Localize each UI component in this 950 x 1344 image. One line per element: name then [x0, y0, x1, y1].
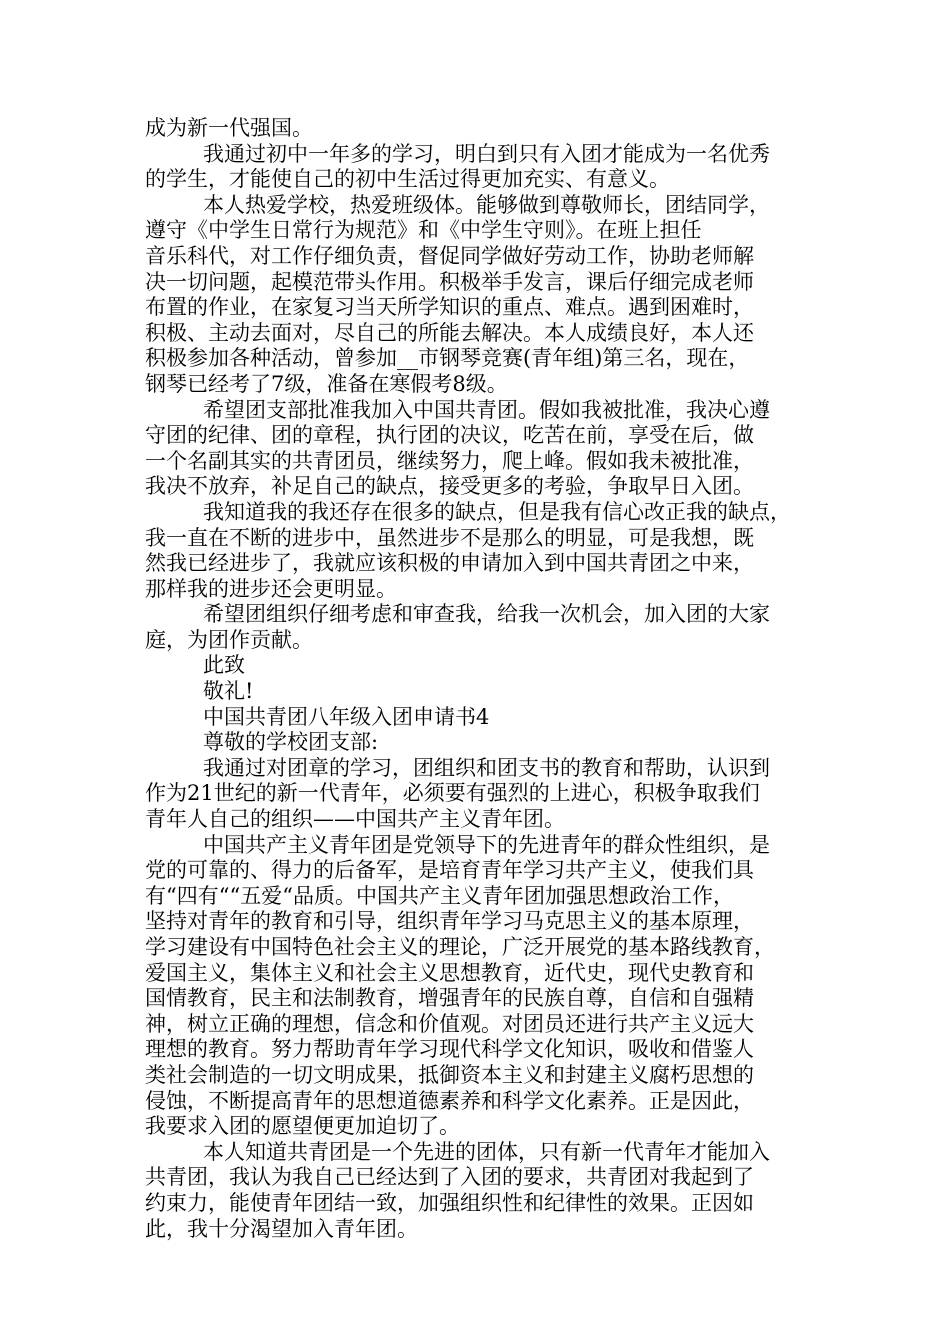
text-line: 然我已经进步了，我就应该积极的申请加入到中国共青团之中来，: [145, 551, 754, 576]
text-line: 我知道我的我还存在很多的缺点，但是我有信心改正我的缺点，: [203, 499, 791, 524]
text-line: 那样我的进步还会更明显。: [145, 576, 397, 601]
text-line: 庭，为团作贡献。: [145, 627, 313, 652]
text-line: 一个名副其实的共青团员，继续努力，爬上峰。假如我未被批准，: [145, 448, 754, 473]
text-line: 积极、主动去面对，尽自己的所能去解决。本人成绩良好，本人还: [145, 320, 754, 345]
text-line: 侵蚀，不断提高青年的思想道德素养和科学文化素养。正是因此，: [145, 1088, 754, 1113]
text-line: 敬礼!: [203, 679, 254, 704]
text-line: 共青团，我认为我自己已经达到了入团的要求，共青团对我起到了: [145, 1165, 754, 1190]
text-line: 本人知道共青团是一个先进的团体，只有新一代青年才能加入: [203, 1139, 770, 1164]
text-line: 此，我十分渴望加入青年团。: [145, 1216, 418, 1241]
text-line: 的学生，才能使自己的初中生活过得更加充实、有意义。: [145, 167, 670, 192]
text-line: 积极参加各种活动，曾参加__市钢琴竞赛(青年组)第三名，现在，: [145, 346, 750, 371]
text-line: 成为新一代强国。: [145, 116, 313, 140]
text-line: 理想的教育。努力帮助青年学习现代科学文化知识，吸收和借鉴人: [145, 1037, 754, 1062]
text-line: 尊敬的学校团支部:: [203, 730, 379, 755]
text-line: 我决不放弃，补足自己的缺点，接受更多的考验，争取早日入团。: [145, 474, 754, 499]
text-line: 神，树立正确的理想，信念和价值观。对团员还进行共产主义远大: [145, 1011, 754, 1036]
text-line: 钢琴已经考了7级，准备在寒假考8级。: [145, 371, 508, 396]
text-line: 守团的纪律、团的章程，执行团的决议，吃苦在前，享受在后，做: [145, 423, 754, 448]
text-line: 坚持对青年的教育和引导，组织青年学习马克思主义的基本原理，: [145, 909, 754, 934]
text-line: 爱国主义，集体主义和社会主义思想教育，近代史，现代史教育和: [145, 960, 754, 985]
text-line: 作为21世纪的新一代青年，必须要有强烈的上进心，积极争取我们: [145, 781, 760, 806]
text-line: 有“四有““五爱“品质。中国共产主义青年团加强思想政治工作，: [145, 883, 734, 908]
text-line: 音乐科代，对工作仔细负责，督促同学做好劳动工作，协助老师解: [145, 243, 754, 268]
text-line: 遵守《中学生日常行为规范》和《中学生守则》。在班上担任: [145, 218, 702, 243]
text-line: 希望团支部批准我加入中国共青团。假如我被批准，我决心遵: [203, 397, 770, 422]
text-line: 中国共产主义青年团是党领导下的先进青年的群众性组织，是: [203, 832, 770, 857]
text-line: 我通过初中一年多的学习，明白到只有入团才能成为一名优秀: [203, 141, 770, 166]
text-line: 布置的作业，在家复习当天所学知识的重点、难点。遇到困难时，: [145, 295, 754, 320]
text-line: 学习建设有中国特色社会主义的理论，广泛开展党的基本路线教育，: [145, 935, 775, 959]
text-line: 决一切问题，起模范带头作用。积极举手发言，课后仔细完成老师: [145, 269, 754, 294]
document-body: [145, 116, 813, 1242]
text-line: 青年人自己的组织——中国共产主义青年团。: [145, 807, 565, 832]
text-line: 中国共青团八年级入团申请书4: [203, 704, 490, 729]
text-line: 约束力，能使青年团结一致，加强组织性和纪律性的效果。正因如: [145, 1190, 754, 1215]
text-line: 此致: [203, 653, 245, 678]
text-line: 本人热爱学校，热爱班级体。能够做到尊敬师长，团结同学，: [203, 192, 770, 217]
text-line: 国情教育，民主和法制教育，增强青年的民族自尊，自信和自强精: [145, 986, 754, 1011]
text-line: 党的可靠的、得力的后备军，是培育青年学习共产主义，使我们具: [145, 858, 754, 883]
text-line: 我一直在不断的进步中，虽然进步不是那么的明显，可是我想，既: [145, 525, 754, 550]
text-line: 类社会制造的一切文明成果，抵御资本主义和封建主义腐朽思想的: [145, 1062, 754, 1087]
text-line: 希望团组织仔细考虑和审查我，给我一次机会，加入团的大家: [203, 602, 770, 627]
text-line: 我要求入团的愿望便更加迫切了。: [145, 1114, 460, 1139]
text-line: 我通过对团章的学习，团组织和团支书的教育和帮助，认识到: [203, 755, 770, 780]
